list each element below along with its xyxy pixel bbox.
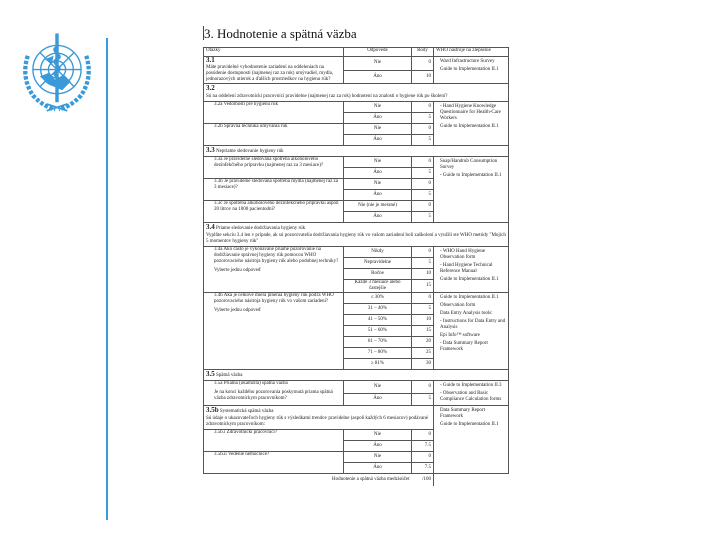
tool-link[interactable]: - Data Summary Report Framework [440,341,488,352]
question-number: 3.2b [214,124,223,129]
answer-option[interactable]: 41 – 50% [344,315,412,326]
tools-cell [434,57,509,84]
tool-link[interactable]: Data Entry Analysis tools: [440,311,493,316]
answer-row [204,57,509,71]
answer-option[interactable]: Nie [344,124,412,135]
empty-cell [434,474,509,487]
answer-row [204,381,509,394]
answer-points: 5 [412,135,434,146]
question-cell [204,179,344,201]
question-cell [204,452,344,474]
answer-row [204,102,509,113]
answer-points: 5 [412,304,434,315]
who-logo [14,30,100,116]
tool-link[interactable]: - WHO Hand Hygiene Observation form [440,249,486,260]
question-text: Správna technika umývania rúk [224,124,288,129]
answer-option[interactable]: ≥ 81% [344,359,412,370]
section-number: 3.5b [206,406,219,414]
tools-cell [434,157,509,223]
subtotal-value: /100 [422,477,431,482]
question-cell [204,124,344,146]
answer-row [204,157,509,168]
tools-cell [434,102,509,146]
answer-option[interactable]: Nie [344,102,412,113]
answer-points: 10 [412,269,434,280]
question-text: Priama (okamžitá) spätná väzba [223,381,288,386]
section-heading [204,146,509,157]
assessment-table [203,47,509,486]
section-heading [204,223,509,247]
tool-link[interactable]: Ward Infrastructure Survey [440,59,495,64]
subtotal-label: Hodnotenie a spätná väzba medzisúčet [332,477,410,482]
answer-option[interactable]: Nie [344,381,412,394]
answer-option[interactable]: Nie (nie je merané) [344,201,412,212]
answer-points: 0 [412,293,434,304]
answer-points: 0 [412,124,434,135]
question-instruction: Vyberte jednu odpoveď [214,308,262,313]
question-text: Vedenie nemocnice? [227,452,270,457]
header-tools: WHO nástroje na zlepšenie [434,48,509,57]
tool-link[interactable]: Soap/Handrub Consumption Survey [440,159,498,170]
answer-points: 5 [412,258,434,269]
answer-option[interactable]: Áno [344,190,412,201]
answer-points: 10 [412,315,434,326]
header-answers: Odpovede [344,48,412,57]
answer-points: 0 [412,57,434,71]
question-text: Aká je celkové miera plnenia hygieny rúk podľa WHO pozorovacieho nástroja hygieny rúk vo vašom zariadení? [214,293,334,304]
answer-points: 10 [412,70,434,84]
answer-points: 0 [412,430,434,441]
answer-row [204,293,509,304]
question-text: Ako často je vykonávané priame pozorovanie na dodržiavanie správnej hygieny rúk pomocou WHO pozorovacieho nástroja hygieny rúk alebo podobnej techniky? [214,247,339,264]
tool-link[interactable]: Epi Info™ software [440,333,480,338]
question-instruction: Vyberte jednu odpoveď [214,268,262,273]
header-questions: Otázky [204,48,344,57]
answer-option[interactable]: 71 – 80% [344,348,412,359]
section-note: Sú na oddelení zdravotnícki pracovníci pravidelne (najmenej raz za rok) hodnotení na znalosti o hygiene rúk po školení? [206,94,448,99]
section-number: 3.3 [206,146,215,154]
section-heading [204,84,509,102]
question-text: Je pravidelne sledovaná spotreba mydla (najmenej raz za 3 mesiace)? [214,179,338,190]
answer-option[interactable]: Áno [344,463,412,474]
question-text: Vedomosti pre hygienu rúk [223,102,278,107]
tool-link[interactable]: Guide to Implementation II.1 [440,422,499,427]
tool-link[interactable]: - Hand Hygiene Technical Reference Manual [440,263,493,274]
question-cell [204,201,344,223]
answer-points: 5 [412,190,434,201]
question-number: 3.3b [214,179,223,184]
answer-option[interactable]: Nie [344,430,412,441]
question-text: Je spotreba alkoholového dezinfekčného prípravku aspoň 20 litrov na 1000 pacientodní? [214,201,339,212]
answer-points: 20 [412,337,434,348]
question-cell [204,430,344,452]
answer-option[interactable]: ≤ 30% [344,293,412,304]
answer-option[interactable]: Každé 3 mesiace alebo častejšie [344,280,412,293]
section-heading-row [204,146,509,157]
section-title: Spätná väzba [216,373,243,378]
answer-option[interactable]: Nie [344,452,412,463]
question-cell [204,102,344,124]
answer-points: 0 [412,381,434,394]
question-cell [204,57,344,84]
tool-link[interactable]: Guide to Implementation II.1 [440,277,499,282]
tools-cell [434,381,509,406]
answer-option[interactable]: Áno [344,212,412,223]
section-title: Systematická spätná väzba [219,409,274,414]
subtotal-row [204,474,509,487]
answer-option[interactable]: Áno [344,168,412,179]
answer-points: 0 [412,452,434,463]
tool-link[interactable]: Observation form [440,303,476,308]
answer-option[interactable]: 51 – 60% [344,326,412,337]
tool-link[interactable]: - Guide to Implementation II.3 [440,383,502,388]
answer-option[interactable]: Nie [344,179,412,190]
answer-option[interactable]: Áno [344,70,412,84]
answer-row [204,247,509,258]
section-number: 3.4 [206,223,215,231]
section-note: Sú údaje o ukazovateľoch hygieny rúk s výsledkami trendov pravidelne (aspoň každých 6 mesiacov) podávané zdravotníckym pracovníkom: [206,416,428,427]
section-title: Nepriame sledovanie hygieny rúk [216,149,284,154]
question-text: Máte pravidelné vyhodnotenie zariadení na oddeleniach na posúdenie dostupnosti (najmenej raz za rok) umývadiel, mydla, jednorazových utierok a ďalších prostriedkov na hygienu rúk? [206,65,334,82]
page-title: 3. Hodnotenie a spätná väzba [204,26,357,41]
question-cell [204,293,344,370]
question-number: 3.2a [214,102,223,107]
question-number: 3.5a [214,381,223,386]
tools-cell [434,247,509,293]
answer-points: 0 [412,157,434,168]
section-number: 3.2 [206,84,215,92]
question-number: 3.3a [214,157,223,162]
answer-option[interactable]: Áno [344,393,412,406]
section-number: 3.5 [206,370,215,378]
tool-link[interactable]: - Observation and Basic Compliance Calculation forms [440,391,502,402]
answer-option[interactable]: 61 – 70% [344,337,412,348]
answer-option[interactable]: Nepravidelne [344,258,412,269]
answer-option[interactable]: Nie [344,57,412,71]
tool-link[interactable]: Data Summary Report Framework [440,408,485,419]
tool-link[interactable]: - Hand Hygiene Knowledge Questionnaire for Health-Care Workers [440,104,501,121]
answer-points: 30 [412,359,434,370]
section-heading [204,406,434,430]
question-number: 3.4b [214,293,223,298]
question-instruction: Je na konci každého pozorovania poskytnutá priama spätná väzba zdravotníckym pracovníkom? [214,390,333,401]
answer-points: 15 [412,326,434,337]
section-title: Priame sledovanie dodržiavania hygieny rúk [216,226,306,231]
tool-link[interactable]: - Guide to Implementation II.1 [440,173,502,178]
answer-points: 0 [412,102,434,113]
question-number: 3.3c [214,201,223,206]
tool-link[interactable]: Guide to Implementation II.1 [440,67,499,72]
answer-points: 5 [412,212,434,223]
answer-points: 5 [412,393,434,406]
answer-points: 0 [412,247,434,258]
answer-points: 0 [412,201,434,212]
section-heading [204,370,509,381]
section-heading-row [204,223,509,247]
answer-points: 5 [412,113,434,124]
table-header [204,48,509,57]
answer-option[interactable]: Áno [344,441,412,452]
answer-points: 15 [412,280,434,293]
answer-points: 7.5 [412,441,434,452]
answer-option[interactable]: Áno [344,113,412,124]
tools-cell [434,406,509,474]
answer-option[interactable]: 31 – 40% [344,304,412,315]
question-number: 3.5b.i [214,430,226,435]
question-cell [204,381,344,406]
answer-points: 7.5 [412,463,434,474]
answer-points: 25 [412,348,434,359]
header-points: Body [412,48,434,57]
question-number: 3.4a [214,247,223,252]
question-number: 3.1 [206,56,215,64]
section-heading-row [204,370,509,381]
question-cell [204,157,344,179]
answer-points: 5 [412,168,434,179]
question-number: 3.5b.ii [214,452,227,457]
answer-option[interactable]: Nie [344,157,412,168]
tool-link[interactable]: - Instructions for Data Entry and Analysis [440,319,506,330]
answer-option[interactable]: Áno [344,135,412,146]
question-cell [204,247,344,293]
question-text: Zdravotnícki pracovníci? [226,430,278,435]
section-note: Vyplňte sekciu 3.4 len v prípade, ak sú pozorovatelia dodržiavania hygieny rúk vo vašom zariadení boli zaškolení a využili ste WHO metódy "Mojich 5 momentov hygieny rúk" [206,233,506,244]
section-heading-row [204,406,509,430]
tool-link[interactable]: Guide to Implementation II.1 [440,295,499,300]
tool-link[interactable]: Guide to Implementation II.1 [440,124,499,129]
answer-option[interactable]: Ročne [344,269,412,280]
section-heading-row [204,84,509,102]
answer-option[interactable]: Nikdy [344,247,412,258]
divider-line [106,38,108,520]
tools-cell [434,293,509,370]
answer-points: 0 [412,179,434,190]
question-text: Je pravidelne sledovaná spotreba alkoholového dezinfekčného prípravku (najmenej raz za 3 mesiace)? [214,157,324,168]
